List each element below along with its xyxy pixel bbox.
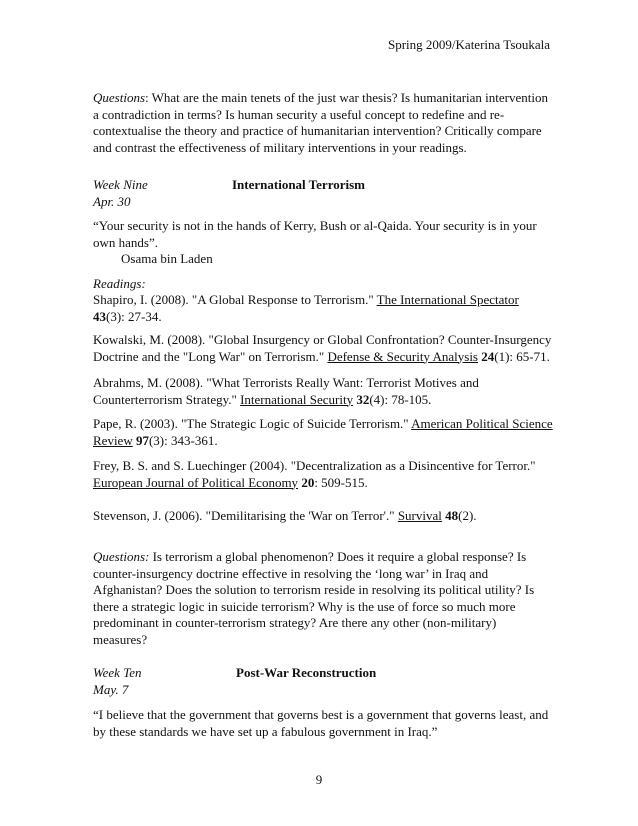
reading-volume: 20: [301, 474, 315, 490]
reading-pages: (3): 27-34.: [106, 308, 162, 324]
week-ten-quote: “I believe that the government that governs best is a government that governs least, and by these standards we have set up a fabulous government in Iraq.”: [93, 707, 549, 739]
questions-text: : What are the main tenets of the just war thesis? Is humanitarian intervention a contradiction in terms? Is human security a useful concept to redefine and re-contextualise the theory and practice of humanitarian intervention? Critically compare and contrast the effectiveness of military interventions in your readings.: [93, 90, 548, 155]
reading-item-1: [93, 292, 553, 325]
reading-journal-link[interactable]: Survival: [397, 508, 442, 523]
reading-volume: 24: [481, 348, 495, 364]
week-nine-quote-author: Osama bin Laden: [121, 251, 213, 266]
week-ten-label: Week Ten: [93, 665, 142, 680]
reading-pages: (3): 343-361.: [148, 432, 218, 448]
reading-pages: (1): 65-71.: [494, 348, 550, 364]
reading-citation: Abrahms, M. (2008). "What Terrorists Really Want: Terrorist Motives and Counterterrorism Strategy.": [93, 375, 479, 407]
week-nine-title: International Terrorism: [232, 177, 366, 192]
page-number: 9: [315, 772, 323, 787]
week-nine-quote-text: “Your security is not in the hands of Kerry, Bush or al-Qaida. Your security is in your own hands”.: [93, 218, 537, 250]
reading-citation: Frey, B. S. and S. Luechinger (2004). "Decentralization as a Disincentive for Terror.": [93, 458, 536, 473]
reading-pages: : 509-515.: [314, 474, 368, 490]
week-ten-title: Post-War Reconstruction: [236, 665, 377, 680]
reading-item-6: [93, 508, 553, 525]
reading-volume: 32: [356, 391, 370, 407]
readings-label: Readings:: [93, 276, 146, 291]
questions-paragraph-2: [93, 549, 553, 648]
reading-item-4: [93, 416, 553, 449]
week-nine-date: Apr. 30: [93, 193, 131, 209]
reading-item-3: [93, 375, 553, 408]
reading-volume: 48: [445, 508, 459, 523]
page-header: Spring 2009/Katerina Tsoukala: [388, 37, 551, 52]
reading-journal-link[interactable]: The International Spectator: [376, 292, 519, 307]
week-nine-label: Week Nine: [93, 177, 148, 192]
week-ten-date: May. 7: [93, 681, 129, 697]
reading-journal-link[interactable]: International Security: [240, 391, 354, 407]
week-ten-heading: [93, 665, 553, 699]
reading-item-5: [93, 458, 553, 491]
questions-paragraph-1: [93, 90, 553, 156]
reading-journal-link[interactable]: American Political Science Review: [93, 416, 553, 448]
reading-item-2: [93, 332, 553, 365]
reading-volume: 97: [135, 432, 149, 448]
questions-label: Questions:: [93, 549, 150, 564]
week-nine-heading: [93, 177, 553, 211]
reading-pages: (2).: [458, 508, 477, 523]
reading-volume: 43: [93, 308, 106, 324]
reading-citation: Stevenson, J. (2006). "Demilitarising the 'War on Terror'.": [93, 508, 398, 523]
reading-journal-link[interactable]: European Journal of Political Economy: [93, 474, 299, 490]
reading-citation: Shapiro, I. (2008). "A Global Response to Terrorism.": [93, 292, 377, 307]
reading-citation: Kowalski, M. (2008). "Global Insurgency or Global Confrontation? Counter-Insurgency Doctrine and the "Long War" on Terrorism.": [93, 332, 552, 364]
reading-pages: (4): 78-105.: [369, 391, 432, 407]
week-nine-quote: [93, 218, 553, 268]
reading-journal-link[interactable]: Defense & Security Analysis: [327, 348, 478, 364]
questions-label: Questions: [93, 90, 145, 105]
questions-text: Is terrorism a global phenomenon? Does it require a global response? Is counter-insurgency doctrine effective in resolving the ‘long war’ in Iraq and Afghanistan? Does the solution to terrorism reside in resolving its political utility? Is there a strategic logic in suicide terrorism? Why is the use of force so much more predominant in counter-terrorism strategy? Are there any other (non-military) measures?: [93, 549, 535, 647]
reading-citation: Pape, R. (2003). "The Strategic Logic of Suicide Terrorism.": [93, 416, 412, 431]
